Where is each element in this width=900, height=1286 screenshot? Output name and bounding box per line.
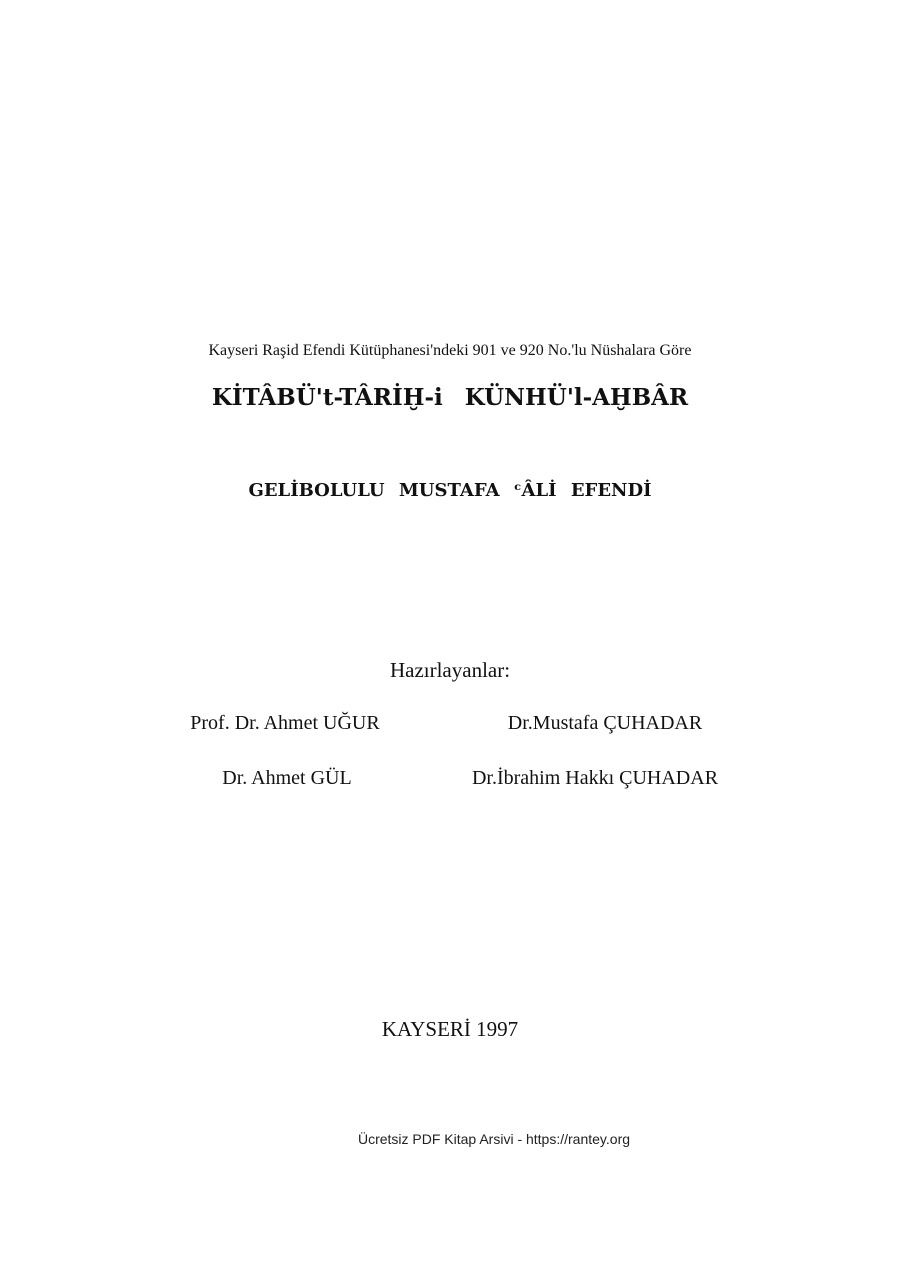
prepared-by-label: Hazırlayanlar: — [389, 658, 511, 682]
publication-place-year: KAYSERİ 1997 — [381, 1017, 519, 1041]
editor-name: Prof. Dr. Ahmet UĞUR — [190, 712, 380, 734]
book-title: KİTÂBÜ't-TÂRİḪ-i KÜNHÜ'l-AḪBÂR — [211, 384, 689, 411]
book-author: GELİBOLULU MUSTAFA ᶜÂLİ EFENDİ — [248, 480, 652, 501]
footer-note: Ücretsiz PDF Kitap Arsivi - https://rantey.org — [357, 1131, 631, 1147]
editor-name: Dr.Mustafa ÇUHADAR — [507, 712, 703, 734]
book-subtitle: Kayseri Raşid Efendi Kütüphanesi'ndeki 901 ve 920 No.'lu Nüshalara Göre — [208, 342, 692, 359]
editor-name: Dr.İbrahim Hakkı ÇUHADAR — [471, 767, 719, 789]
editor-name: Dr. Ahmet GÜL — [222, 767, 352, 789]
